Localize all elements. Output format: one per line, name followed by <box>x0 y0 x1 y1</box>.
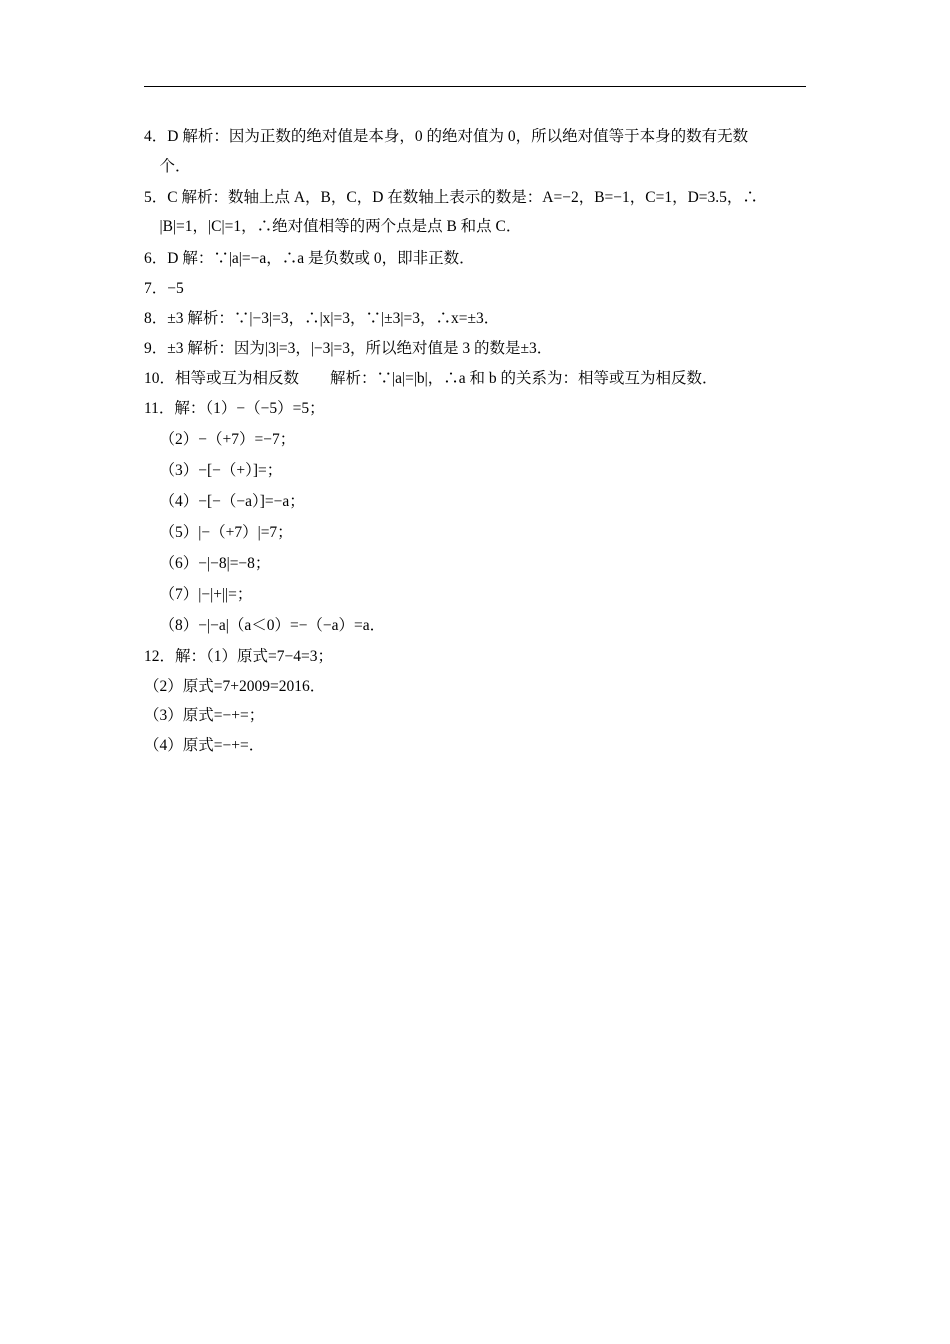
answer-11-part-5: （5）|−（+7）|=7； <box>144 524 293 541</box>
answer-11-part-6: （6）−|−8|=−8； <box>144 555 271 572</box>
answer-11-heading: 11．解：（1）−（−5）=5； <box>144 400 325 417</box>
answer-6: 6．D 解：∵|a|=−a，∴a 是负数或 0，即非正数． <box>144 250 475 267</box>
answer-11-part-4: （4）−[−（−a）]=−a； <box>144 493 305 510</box>
answer-12-heading: 12．解：（1）原式=7−4=3； <box>144 648 333 665</box>
answer-11-part-7: （7）|−|+||=； <box>144 586 253 603</box>
answer-12-part-2: （2）原式=7+2009=2016． <box>144 678 326 695</box>
answer-11-part-2: （2）−（+7）=−7； <box>144 431 296 448</box>
answer-12-part-3: （3）原式=−+=； <box>144 707 265 724</box>
answer-12-part-4: （4）原式=−+=． <box>144 737 265 754</box>
answer-11-part-3: （3）−[−（+）]=； <box>144 462 283 479</box>
answer-8: 8．±3 解析：∵|−3|=3，∴|x|=3，∵|±3|=3，∴x=±3． <box>144 310 500 327</box>
header-rule <box>144 86 806 87</box>
answer-4-line-2: 个． <box>144 158 191 175</box>
answer-9: 9．±3 解析：因为|3|=3，|−3|=3，所以绝对值是 3 的数是±3． <box>144 340 553 357</box>
answer-5-line-2: |B|=1，|C|=1，∴绝对值相等的两个点是点 B 和点 C． <box>144 218 522 235</box>
answer-10: 10．相等或互为相反数 解析：∵|a|=|b|，∴a 和 b 的关系为：相等或互为相反数． <box>144 370 718 387</box>
answer-5-line-1: 5．C 解析：数轴上点 A，B，C，D 在数轴上表示的数是：A=−2，B=−1，C=1，D=3.5，∴ <box>144 189 758 206</box>
answer-7: 7．−5 <box>144 280 184 297</box>
answer-11-part-8: （8）−|−a|（a＜0）=−（−a）=a． <box>144 617 386 634</box>
answer-4-line-1: 4．D 解析：因为正数的绝对值是本身，0 的绝对值为 0，所以绝对值等于本身的数有无数 <box>144 128 749 145</box>
